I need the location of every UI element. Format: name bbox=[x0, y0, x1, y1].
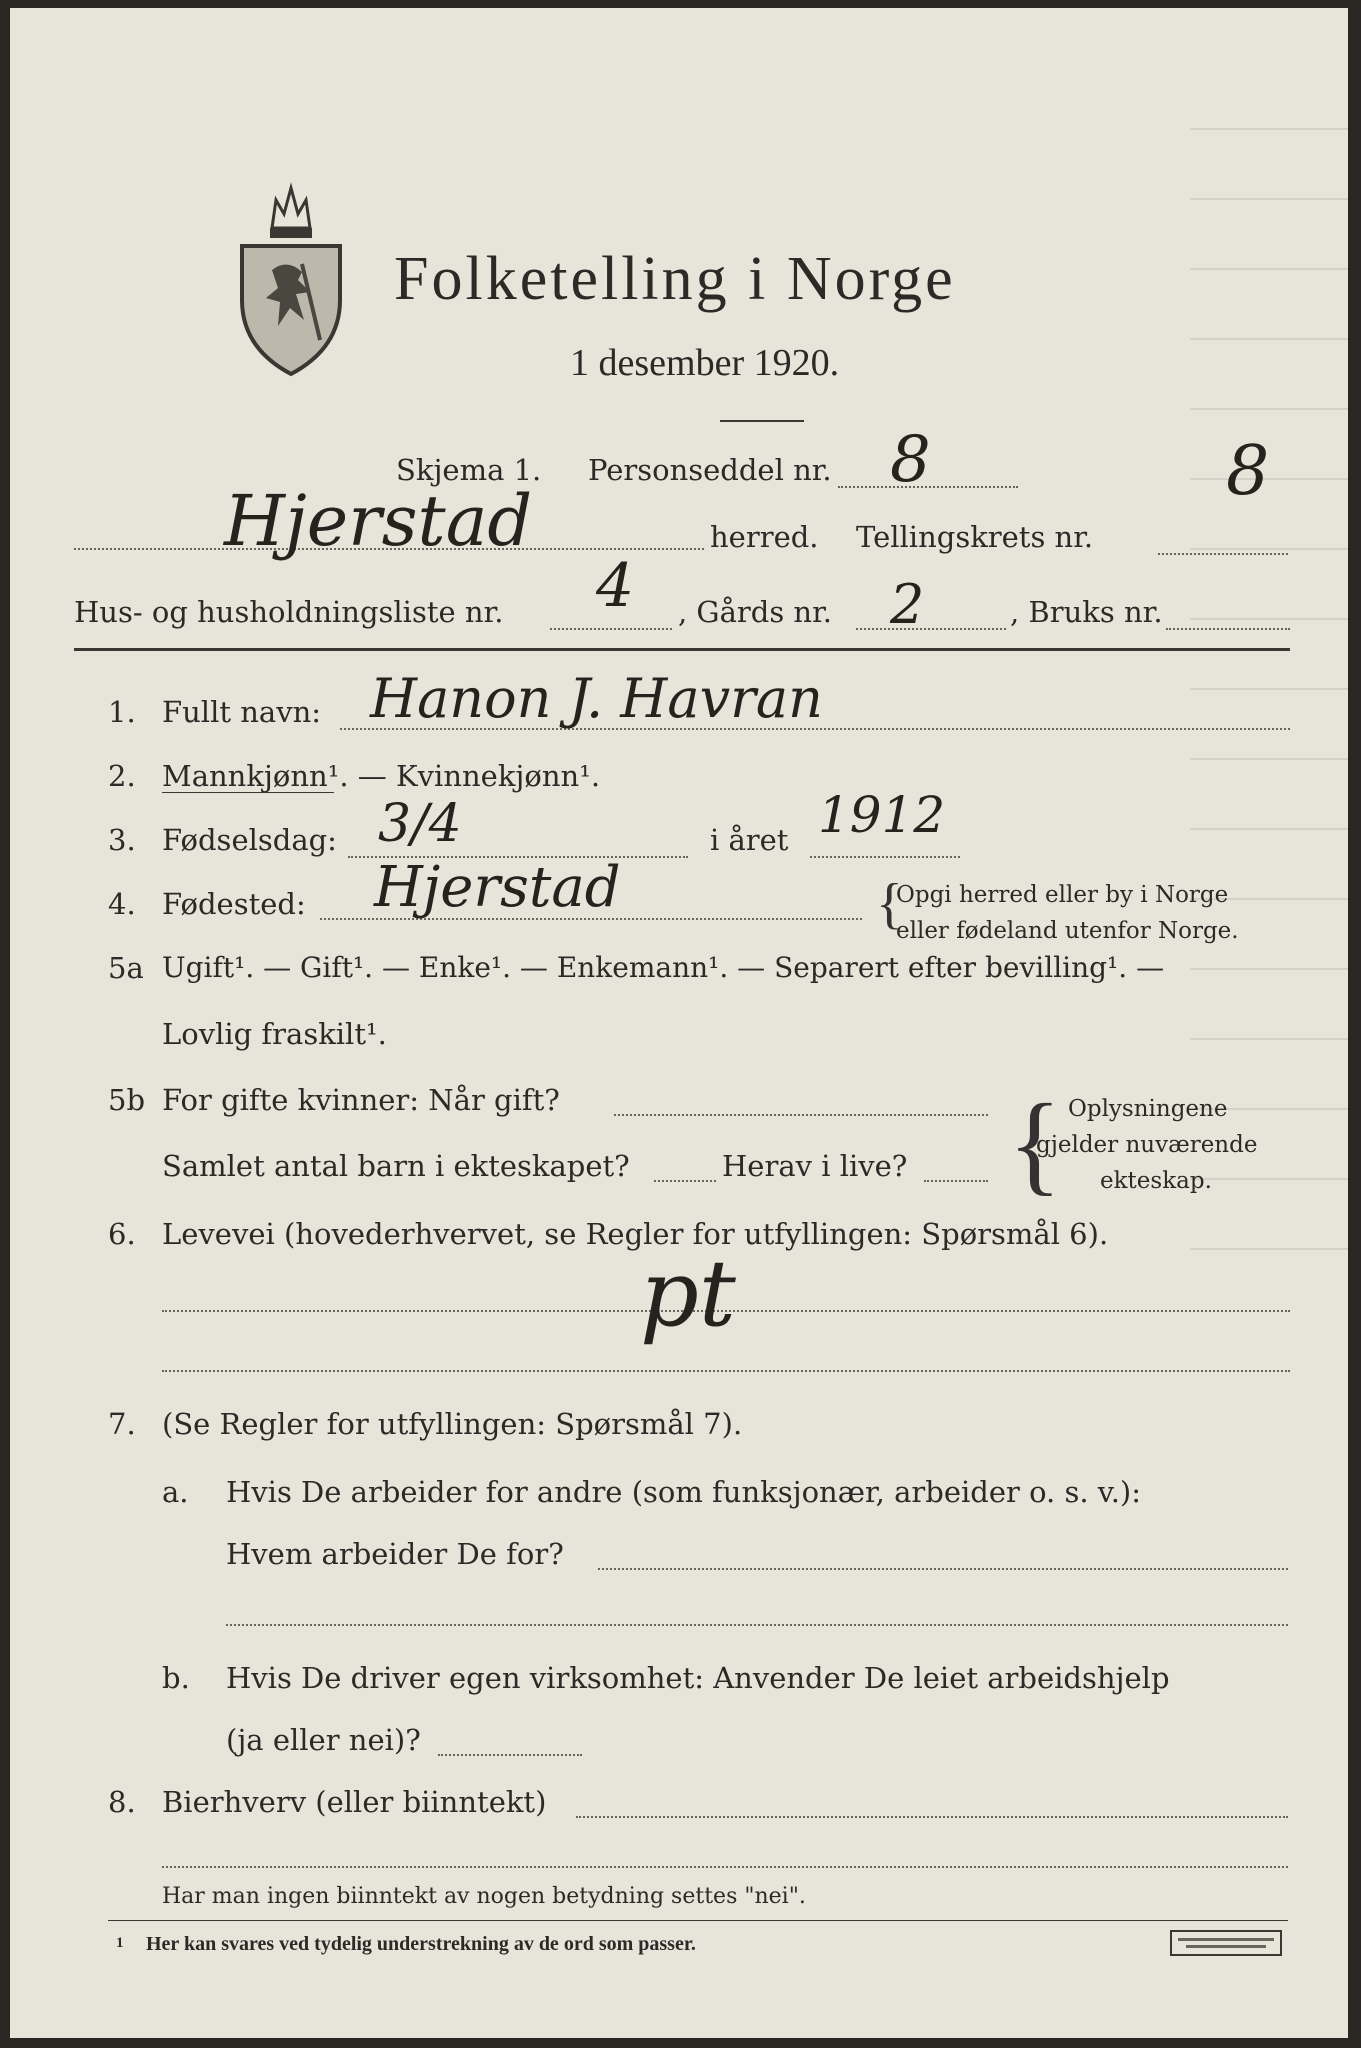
herred-label: herred. bbox=[710, 520, 819, 554]
footnote-rule bbox=[108, 1920, 1288, 1921]
q3-label: Fødselsdag: bbox=[162, 823, 337, 857]
q7b-letter: b. bbox=[162, 1661, 190, 1695]
q7a-employer-line bbox=[598, 1568, 1288, 1570]
personseddel-label: Personseddel nr. bbox=[588, 453, 832, 487]
bruks-label: , Bruks nr. bbox=[1010, 595, 1163, 629]
q7-number: 7. bbox=[108, 1407, 136, 1441]
q3-number: 3. bbox=[108, 823, 136, 857]
q5b-brace: { bbox=[1008, 1082, 1062, 1206]
q1-label: Fullt navn: bbox=[162, 695, 322, 729]
q5b-alive-line bbox=[924, 1180, 988, 1182]
q7a-label-2: Hvem arbeider De for? bbox=[226, 1537, 564, 1571]
q7b-label-2: (ja eller nei)? bbox=[226, 1723, 421, 1757]
q7-label: (Se Regler for utfyllingen: Spørsmål 7). bbox=[162, 1407, 743, 1441]
q4-label: Fødested: bbox=[162, 887, 306, 921]
occupation-value[interactable]: pt bbox=[640, 1240, 736, 1347]
q5b-label: For gifte kvinner: Når gift? bbox=[162, 1083, 560, 1117]
census-form-page bbox=[10, 8, 1348, 2038]
q7a-letter: a. bbox=[162, 1475, 189, 1509]
hus-label: Hus- og husholdningsliste nr. bbox=[74, 595, 504, 629]
q5b-children-line bbox=[654, 1180, 716, 1182]
q5b-label-3: Herav i live? bbox=[722, 1149, 908, 1183]
bleed-through-lines bbox=[1190, 128, 1348, 1428]
birthday-value[interactable]: 3/4 bbox=[378, 794, 462, 854]
q4-brace: { bbox=[876, 873, 903, 935]
q8-note: Har man ingen biinntekt av nogen betydning settes "nei". bbox=[162, 1884, 806, 1909]
q5b-label-2: Samlet antal barn i ekteskapet? bbox=[162, 1149, 630, 1183]
q3-year-label: i året bbox=[710, 823, 789, 857]
herred-value[interactable]: Hjerstad bbox=[224, 480, 533, 562]
gards-value[interactable]: 2 bbox=[890, 573, 925, 636]
birth-year-value[interactable]: 1912 bbox=[818, 786, 946, 844]
q8-extra-line bbox=[162, 1866, 1288, 1868]
q1-number: 1. bbox=[108, 695, 136, 729]
printer-stamp bbox=[1170, 1930, 1282, 1956]
q7b-label: Hvis De driver egen virksomhet: Anvender De leiet arbeidshjelp bbox=[226, 1661, 1170, 1695]
gards-label: , Gårds nr. bbox=[678, 595, 832, 629]
q2-underline-mannkjonn bbox=[162, 792, 334, 793]
footnote-text: Her kan svares ved tydelig understrekning av de ord som passer. bbox=[146, 1933, 696, 1955]
q7b-answer-line bbox=[438, 1754, 582, 1756]
bruks-line bbox=[1166, 628, 1290, 630]
q6-number: 6. bbox=[108, 1217, 136, 1251]
q7a-label: Hvis De arbeider for andre (som funksjonær, arbeider o. s. v.): bbox=[226, 1475, 1142, 1509]
q5b-note-line3: ekteskap. bbox=[1100, 1168, 1212, 1194]
personseddel-value[interactable]: 8 bbox=[890, 423, 931, 497]
header-rule bbox=[74, 648, 1290, 651]
title-divider bbox=[720, 420, 804, 422]
q4-note-line1: Opgi herred eller by i Norge bbox=[896, 882, 1229, 908]
footnote-mark: 1 bbox=[116, 1935, 124, 1951]
q8-line bbox=[576, 1816, 1288, 1818]
q2-number: 2. bbox=[108, 759, 136, 793]
q5b-note-line1: Oplysningene bbox=[1068, 1096, 1228, 1122]
birthplace-value[interactable]: Hjerstad bbox=[374, 855, 621, 920]
hus-value[interactable]: 4 bbox=[596, 551, 635, 621]
coat-of-arms-icon bbox=[232, 180, 350, 380]
q5b-number: 5b bbox=[108, 1083, 146, 1117]
q5b-married-line bbox=[614, 1114, 988, 1116]
form-title: Folketelling i Norge bbox=[394, 245, 956, 313]
skjema-label: Skjema 1. bbox=[396, 453, 542, 487]
q5a-number: 5a bbox=[108, 951, 144, 985]
q3-year-line bbox=[810, 856, 960, 858]
gards-line bbox=[856, 628, 1006, 630]
q6-line-2 bbox=[162, 1370, 1290, 1372]
full-name-value[interactable]: Hanon J. Havran bbox=[370, 667, 823, 730]
tellingskrets-label: Tellingskrets nr. bbox=[856, 520, 1094, 554]
tellingskrets-line bbox=[1158, 553, 1288, 555]
q8-label: Bierhverv (eller biinntekt) bbox=[162, 1785, 547, 1819]
census-date: 1 desember 1920. bbox=[570, 342, 840, 384]
q5a-label-2: Lovlig fraskilt¹. bbox=[162, 1017, 387, 1051]
q6-label: Levevei (hovederhvervet, se Regler for utfyllingen: Spørsmål 6). bbox=[162, 1217, 1109, 1251]
q7a-extra-line bbox=[226, 1624, 1288, 1626]
q5a-label: Ugift¹. — Gift¹. — Enke¹. — Enkemann¹. — Separert efter bevilling¹. — bbox=[162, 951, 1165, 984]
hus-line bbox=[550, 628, 672, 630]
q2-label: Mannkjønn¹. — Kvinnekjønn¹. bbox=[162, 759, 601, 793]
q8-number: 8. bbox=[108, 1785, 136, 1819]
q5b-note-line2: gjelder nuværende bbox=[1036, 1132, 1258, 1158]
q4-note-line2: eller fødeland utenfor Norge. bbox=[896, 918, 1239, 944]
tellingskrets-value[interactable]: 8 bbox=[1226, 432, 1270, 511]
q4-number: 4. bbox=[108, 887, 136, 921]
